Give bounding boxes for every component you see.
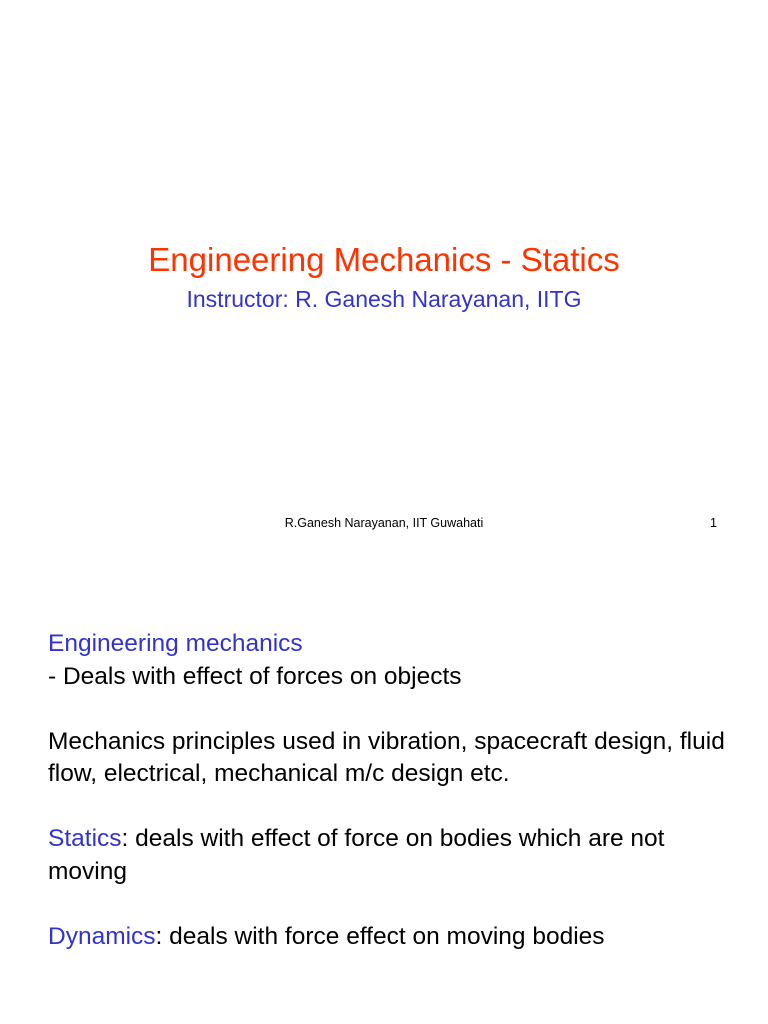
statics-term: Statics: [48, 825, 122, 852]
dynamics-paragraph: [48, 921, 728, 954]
principles-paragraph: Mechanics principles used in vibration, spacecraft design, fluid flow, electrical, mechanical m/c design etc.: [48, 727, 725, 787]
statics-paragraph: [48, 823, 728, 888]
slide-footer: R.Ganesh Narayanan, IIT Guwahati: [284, 516, 484, 530]
slide-body: [48, 628, 728, 986]
statics-definition: : deals with effect of force on bodies which are not moving: [48, 825, 665, 885]
engineering-mechanics-heading: Engineering mechanics: [48, 630, 303, 657]
dynamics-definition: : deals with force effect on moving bodies: [155, 922, 605, 950]
page-number: 1: [710, 516, 717, 530]
slide-2: [0, 576, 768, 1024]
slide-subtitle: Instructor: R. Ganesh Narayanan, IITG: [186, 286, 582, 312]
engineering-mechanics-paragraph: [48, 628, 728, 693]
dynamics-term: Dynamics: [48, 922, 156, 950]
slide-title: Engineering Mechanics - Statics: [148, 241, 620, 278]
engineering-mechanics-description: - Deals with effect of forces on objects: [48, 662, 462, 690]
